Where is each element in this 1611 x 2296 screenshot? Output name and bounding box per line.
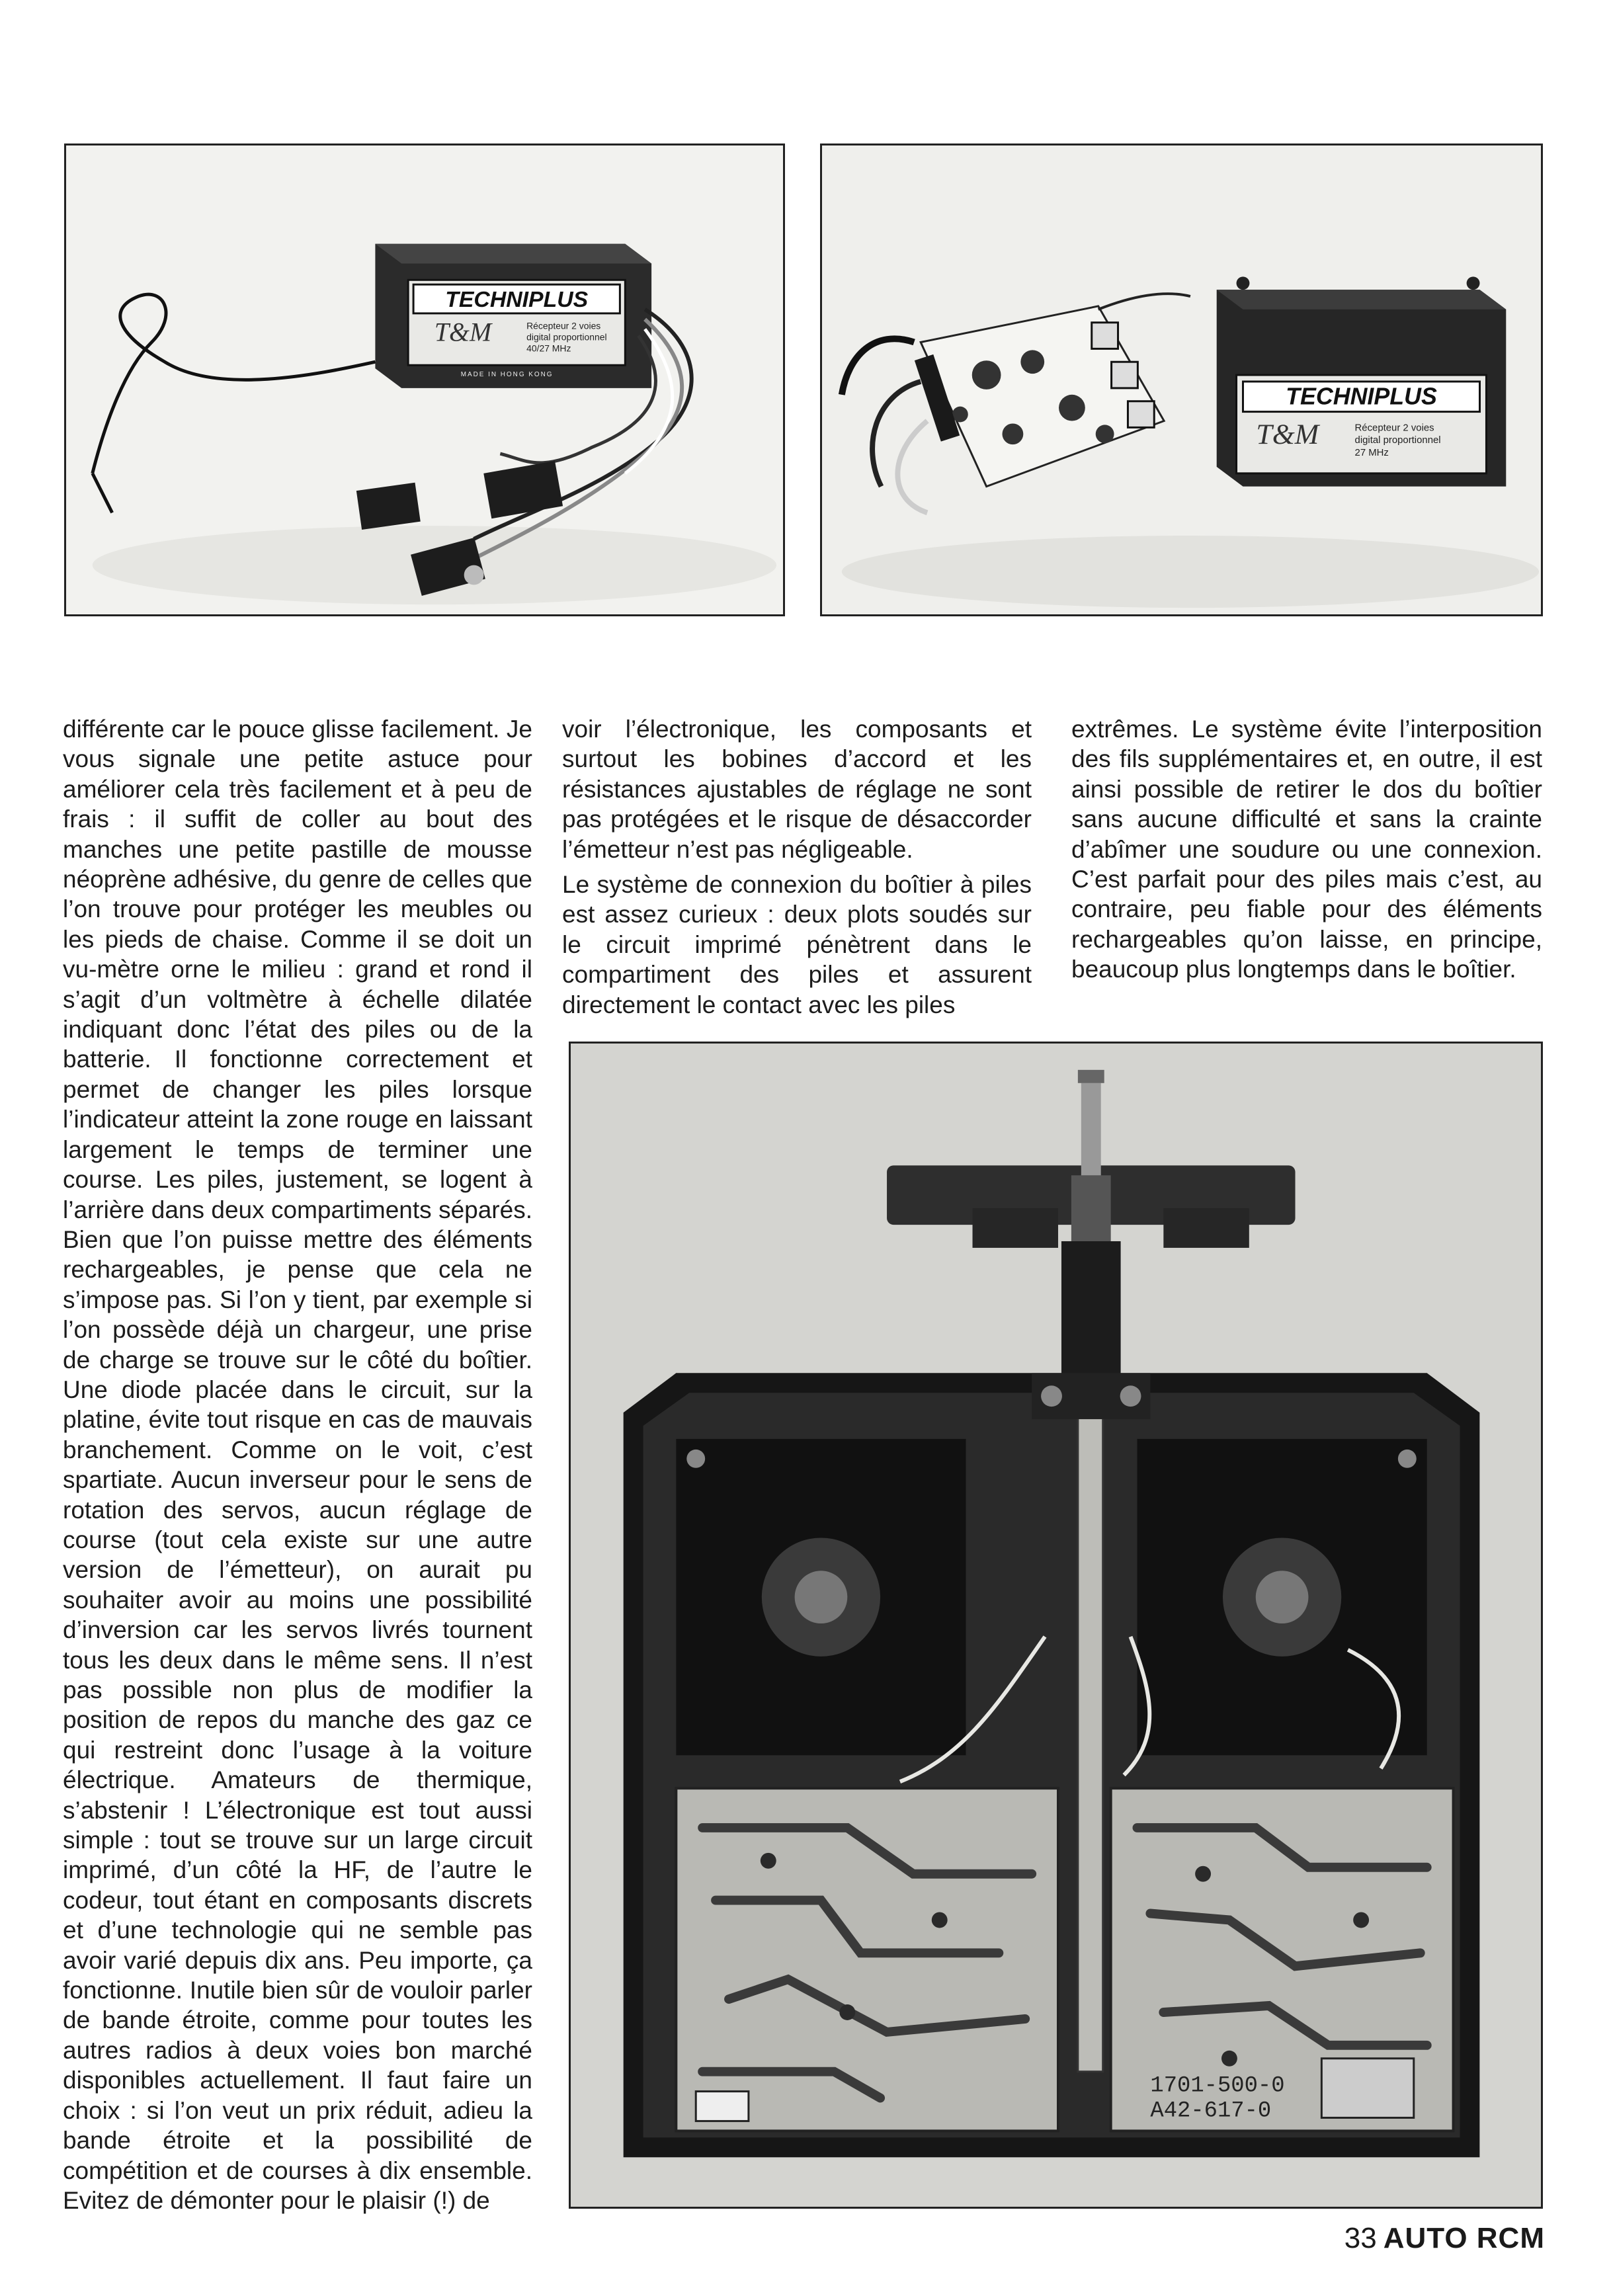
svg-text:T&M: T&M [1256, 419, 1319, 451]
svg-text:T&M: T&M [434, 317, 492, 347]
receiver-label-line2: digital proportionnel [526, 331, 607, 343]
receiver-origin-text: MADE IN HONG KONG [460, 371, 554, 379]
board-code-2: A42-617-0 [1150, 2098, 1272, 2124]
page-number: 33 [1344, 2222, 1377, 2254]
receiver-open-label-line3: 27 MHz [1354, 448, 1389, 459]
transmitter-illustration [571, 1044, 1541, 2207]
col2-paragraph-2: Le système de connexion du boîtier à piles est assez curieux : deux plots soudés sur le circuit imprimé pénètrent dans le compartiment des piles et assurent directement le contact avec les piles [562, 871, 1032, 1018]
col3-paragraph-1: extrêmes. Le système évite l’interposition des fils supplémentaires et, en outre, il est ainsi possible de retirer le dos du boîtier sans aucune difficulté et sans la crainte d’abîmer une soudure ou une connexion. C’est parfait pour des piles mais c’est, au contraire, peu fiable pour des éléments rechargeables qu’on laisse, en principe, beaucoup plus longtemps dans le boîtier. [1071, 716, 1542, 983]
receiver-open-label-line1: Récepteur 2 voies [1354, 423, 1434, 434]
receiver-label-line3: 40/27 MHz [526, 343, 571, 354]
article-column-1 [63, 714, 532, 2215]
col2-paragraph-1: voir l’électronique, les composants et surtout les bobines d’accord et les résistances ajustables de réglage ne sont pas protégées et le risque de désaccorder l’émetteur n’est pas négligeable. [562, 716, 1032, 863]
magazine-name: AUTO RCM [1383, 2222, 1545, 2254]
photo-receiver-open [820, 144, 1543, 616]
board-code-1: 1701-500-0 [1150, 2073, 1285, 2099]
article-column-2 [562, 714, 1032, 1020]
receiver-open-label-line2: digital proportionnel [1354, 435, 1441, 446]
photo-receiver [64, 144, 785, 616]
receiver-illustration [66, 145, 783, 614]
page-footer [1344, 2222, 1545, 2255]
photo-transmitter [569, 1042, 1543, 2209]
col1-paragraph-1: différente car le pouce glisse facilement. Je vous signale une petite astuce pour améliorer cela très facilement et à peu de frais : il suffit de coller au bout des manches une petite pastille de mousse néoprène adhésive, du genre de celles que l’on trouve pour protéger les meubles ou les pieds de chaise. Comme il se doit un vu-mètre orne le milieu : grand et rond il s’agit d’un voltmètre à échelle dilatée indiquant donc l’état des piles ou de la batterie. Il fonctionne correctement et permet de changer les piles lorsque l’indicateur atteint la zone rouge en laissant largement le temps de terminer une course. Les piles, justement, se logent à l’arrière dans deux compartiments séparés. Bien que l’on puisse mettre des éléments rechargeables, je pense que cela ne s’impose pas. Si l’on y tient, par exemple si l’on possède déjà un chargeur, une prise de charge se trouve sur le côté du boîtier. Une diode placée dans le circuit, sur la platine, évite tout risque en cas de mauvais branchement. Comme on le voit, c’est spartiate. Aucun inverseur pour le sens de rotation des servos, aucun réglage de course (tout cela existe sur une autre version de l’émetteur), on aurait pu souhaiter avoir au moins une possibilité d’inversion car les servos livrés tournent tous les deux dans le même sens. Il n’est pas possible non plus de modifier la position de repos du manche des gaz ce qui restreint donc l’usage à la voiture électrique. Amateurs de thermique, s’abstenir ! L’électronique est tout aussi simple : tout se trouve sur un large circuit imprimé, d’un côté la HF, de l’autre le codeur, tout étant en composants discrets et d’une technologie qui ne semble pas avoir varié depuis dix ans. Peu importe, ça fonctionne. Inutile bien sûr de vouloir parler de bande étroite, comme pour toutes les autres radios à deux voies bon marché disponibles actuellement. Il faut faire un choix : si l’on veut un prix réduit, adieu la bande étroite et la possibilité de compétition et de courses à dix ensemble. Evitez de démonter pour le plaisir (!) de [63, 716, 532, 2214]
receiver-brand-text: TECHNIPLUS [445, 286, 589, 312]
receiver-label-line1: Récepteur 2 voies [526, 320, 601, 331]
article-column-3 [1071, 714, 1542, 985]
receiver-open-brand-text: TECHNIPLUS [1286, 383, 1437, 410]
receiver-open-illustration [822, 145, 1541, 614]
